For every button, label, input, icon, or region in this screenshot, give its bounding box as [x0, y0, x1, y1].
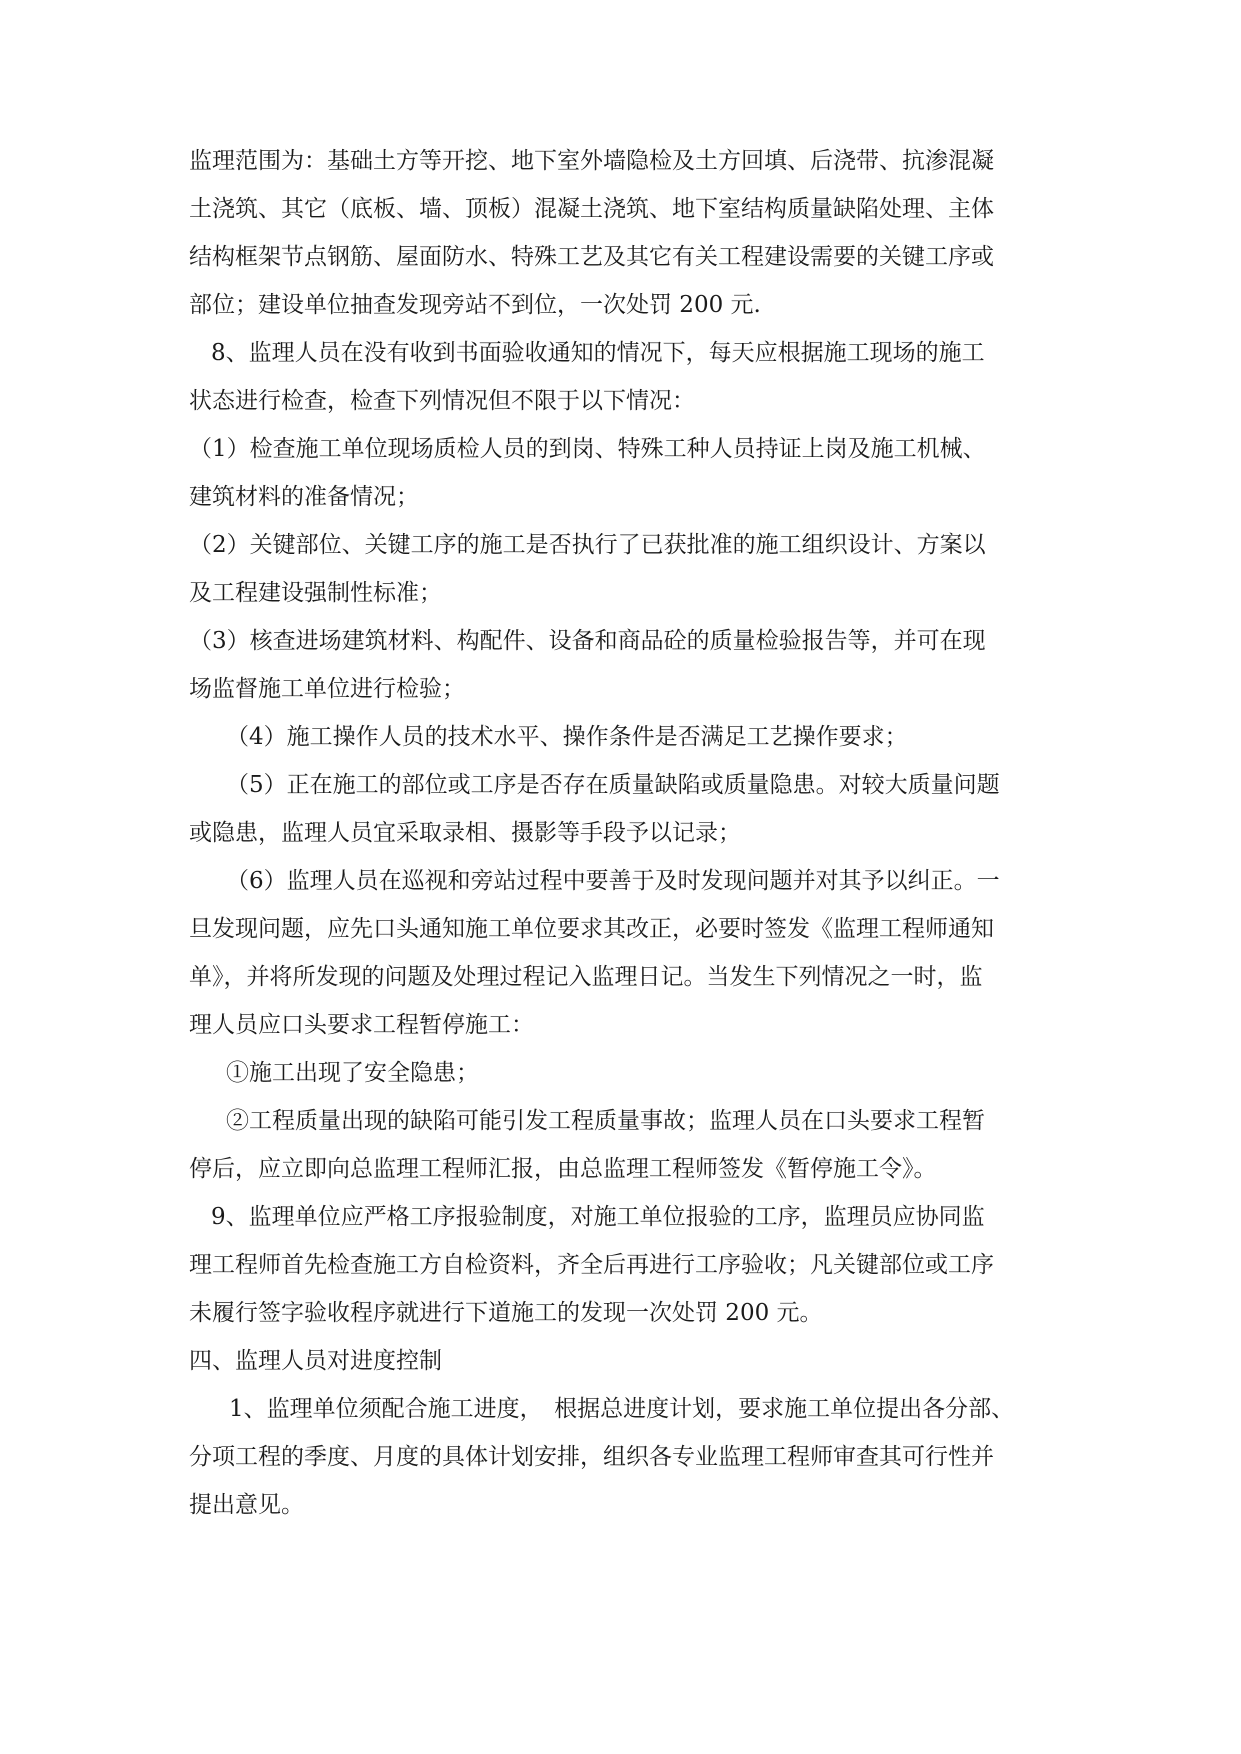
text-line: 理工程师首先检查施工方自检资料，齐全后再进行工序验收；凡关键部位或工序 — [189, 1252, 994, 1278]
text-line: 建筑材料的准备情况； — [189, 484, 419, 510]
list-item-4: （4）施工操作人员的技术水平、操作条件是否满足工艺操作要求； — [226, 724, 908, 750]
text-line: 提出意见。 — [189, 1492, 304, 1518]
text-line: 状态进行检查，检查下列情况但不限于以下情况： — [189, 388, 695, 414]
text-line: 停后，应立即向总监理工程师汇报，由总监理工程师签发《暂停施工令》。 — [189, 1156, 937, 1182]
list-item-3: （3）核查进场建筑材料、构配件、设备和商品砼的质量检验报告等，并可在现 — [189, 628, 986, 654]
text-line: 或隐患，监理人员宜采取录相、摄影等手段予以记录； — [189, 820, 741, 846]
text-line: 旦发现问题，应先口头通知施工单位要求其改正，必要时签发《监理工程师通知 — [189, 916, 994, 942]
text-line: 及工程建设强制性标准； — [189, 580, 442, 606]
text-line: 土浇筑、其它（底板、墙、顶板）混凝土浇筑、地下室结构质量缺陷处理、主体 — [189, 196, 994, 222]
text-line: 结构框架节点钢筋、屋面防水、特殊工艺及其它有关工程建设需要的关键工序或 — [189, 244, 994, 270]
list-item-1: （1）检查施工单位现场质检人员的到岗、特殊工种人员持证上岗及施工机械、 — [189, 436, 986, 462]
text-line: 部位；建设单位抽查发现旁站不到位，一次处罚 200 元. — [189, 292, 761, 318]
paragraph-9-start: 9、监理单位应严格工序报验制度，对施工单位报验的工序，监理员应协同监 — [211, 1204, 985, 1230]
paragraph-8-start: 8、监理人员在没有收到书面验收通知的情况下，每天应根据施工现场的施工 — [211, 340, 985, 366]
circled-item-1: ①施工出现了安全隐患； — [226, 1060, 479, 1086]
text-line: 分项工程的季度、月度的具体计划安排，组织各专业监理工程师审查其可行性并 — [189, 1444, 994, 1470]
text-line: 未履行签字验收程序就进行下道施工的发现一次处罚 200 元。 — [189, 1300, 823, 1326]
list-item-5: （5）正在施工的部位或工序是否存在质量缺陷或质量隐患。对较大质量问题 — [226, 772, 1000, 798]
list-item-6: （6）监理人员在巡视和旁站过程中要善于及时发现问题并对其予以纠正。一 — [226, 868, 1000, 894]
list-item-2: （2）关键部位、关键工序的施工是否执行了已获批准的施工组织设计、方案以 — [189, 532, 986, 558]
text-line: 单》，并将所发现的问题及处理过程记入监理日记。当发生下列情况之一时，监 — [189, 964, 983, 990]
text-line: 理人员应口头要求工程暂停施工： — [189, 1012, 534, 1038]
circled-item-2: ②工程质量出现的缺陷可能引发工程质量事故；监理人员在口头要求工程暂 — [226, 1108, 985, 1134]
text-line: 监理范围为：基础土方等开挖、地下室外墙隐检及土方回填、后浇带、抗渗混凝 — [189, 148, 994, 174]
paragraph-1-start: 1、监理单位须配合施工进度， 根据总进度计划，要求施工单位提出各分部、 — [229, 1396, 1015, 1422]
section-heading: 四、监理人员对进度控制 — [189, 1348, 442, 1374]
text-line: 场监督施工单位进行检验； — [189, 676, 465, 702]
